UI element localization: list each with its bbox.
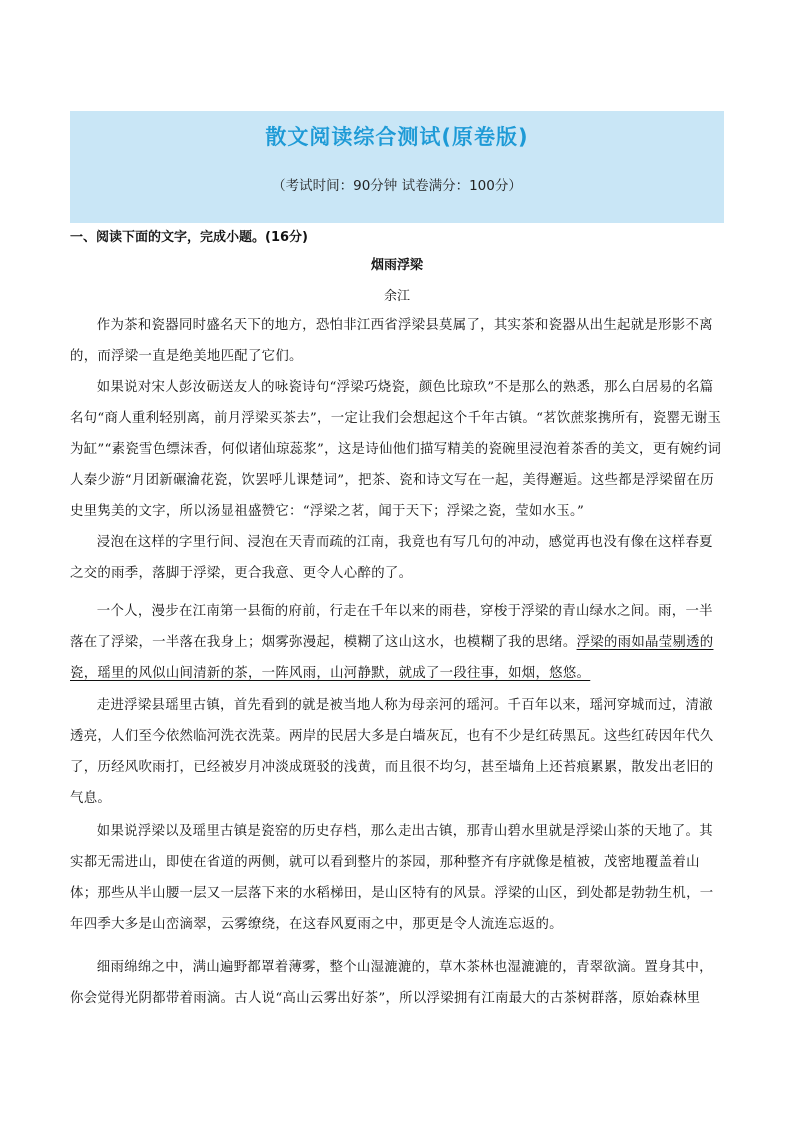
paragraph-1: 作为茶和瓷器同时盛名天下的地方，恐怕非江西省浮梁县莫属了，其实茶和瓷器从出生起就是形影不离的，而浮梁一直是绝美地匹配了它们。 [70,318,713,364]
paragraph-2: 如果说对宋人彭汝砺送友人的咏瓷诗句“浮梁巧烧瓷，颜色比琼玖”不是那么的熟悉，那么白居易的名篇名句“商人重利轻别离，前月浮梁买茶去”，一定让我们会想起这个千年古镇。“茗饮蔗浆携所有，瓷罂无谢玉为缸”“素瓷雪色缥沫香，何似诸仙琼蕊浆”，这是诗仙他们描写精美的瓷碗里浸泡着茶香的美文，更有婉约词人秦少游“月团新碾瀹花瓷，饮罢呼儿课楚词”，把茶、瓷和诗文写在一起，美得邂逅。这些都是浮梁留在历史里隽美的文字，所以汤显祖盛赞它：“浮梁之茗，闻于天下；浮梁之瓷，莹如水玉。” [70,380,722,519]
header-banner [70,111,724,223]
article-author: 余江 [383,289,410,304]
paragraph-5: 走进浮梁县瑶里古镇，首先看到的就是被当地人称为母亲河的瑶河。千百年以来，瑶河穿城而过，清澈透亮，人们至今依然临河洗衣洗菜。两岸的民居大多是白墙灰瓦，也有不少是红砖黑瓦。这些红砖因年代久了，历经风吹雨打，已经被岁月冲淡成斑驳的浅黄，而且很不均匀，甚至墙角上还苔痕累累，散发出老旧的气息。 [70,698,714,806]
paragraph-7: 细雨绵绵之中，满山遍野都罩着薄雾，整个山湿漉漉的，草木茶林也湿漉漉的，青翠欲滴。置身其中，你会觉得光阴都带着雨滴。古人说“高山云雾出好茶”，所以浮梁拥有江南最大的古茶树群落，原始森林里 [70,960,713,1006]
underlined-sentence: 浮梁的雨如晶莹剔透的瓷，瑶里的风似山间清新的茶，一阵风雨，山河静默，就成了一段往事，如烟，悠悠。 [70,635,714,681]
exam-info: （考试时间：90分钟 试卷满分：100分） [272,178,522,194]
paragraph-6: 如果说浮梁以及瑶里古镇是瓷窑的历史存档，那么走出古镇，那青山碧水里就是浮梁山茶的天地了。其实都无需进山，即使在省道的两侧，就可以看到整片的茶园，那种整齐有序就像是植被，茂密地覆盖着山体；那些从半山腰一层又一层落下来的水稻梯田，是山区特有的风景。浮梁的山区，到处都是勃勃生机，一年四季大多是山峦滴翠，云雾缭绕，在这春风夏雨之中，那更是令人流连忘返的。 [70,824,714,932]
article-title: 烟雨浮梁 [370,258,423,273]
paragraph-4-text: 一个人，漫步在江南第一县衙的府前，行走在千年以来的雨巷，穿梭于浮梁的青山绿水之间。雨，一半落在了浮梁，一半落在我身上；烟雾弥漫起，模糊了这山这水，也模糊了我的思绪。 [70,604,713,650]
section-heading: 一、阅读下面的文字，完成小题。(16分) [70,230,308,245]
paragraph-3: 浸泡在这样的字里行间、浸泡在天青而疏的江南，我竟也有写几句的冲动，感觉再也没有像在这样春夏之交的雨季，落脚于浮梁，更合我意、更令人心醉的了。 [70,535,713,581]
paragraph-4 [70,596,724,689]
document-title: 散文阅读综合测试(原卷版) [265,125,529,149]
